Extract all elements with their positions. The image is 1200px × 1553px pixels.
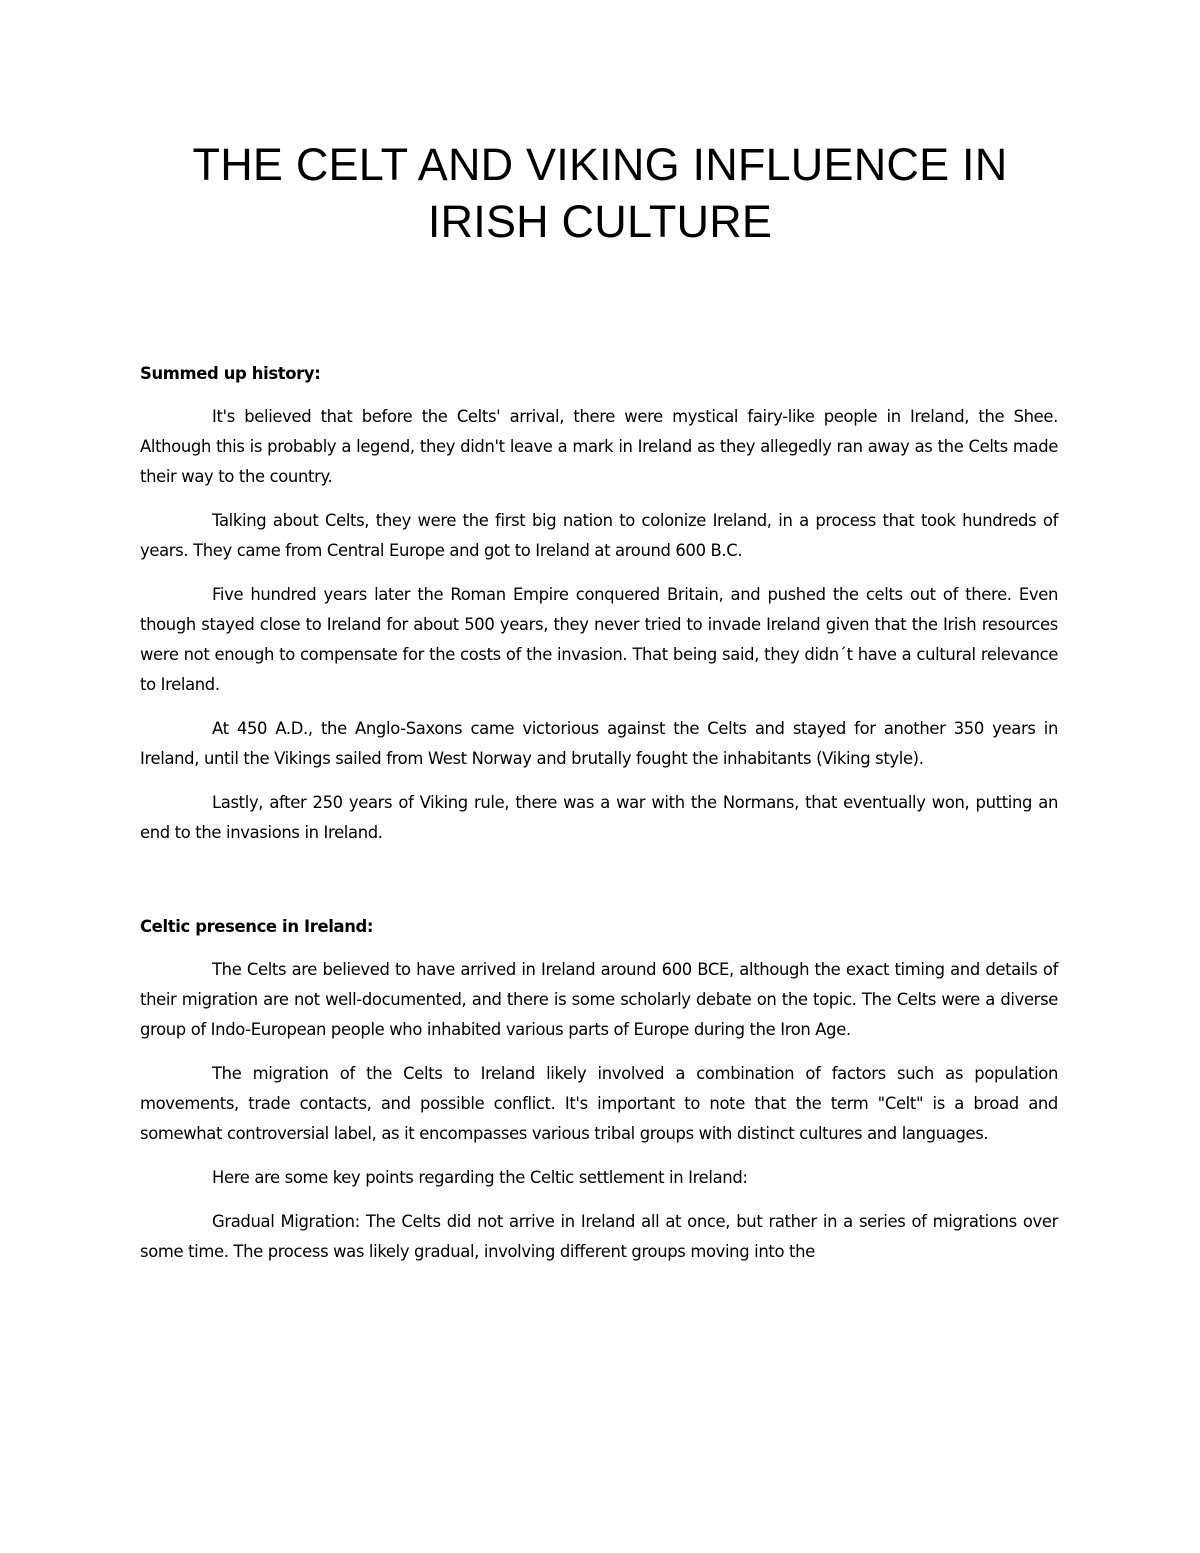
paragraph: Talking about Celts, they were the first big nation to colonize Ireland, in a process that took hundreds of years. They came from Central Europe and got to Ireland at around 600 B.C. [140, 511, 1058, 560]
paragraph: It's believed that before the Celts' arrival, there were mystical fairy-like people in Ireland, the Shee. Although this is probably a legend, they didn't leave a mark in Ireland as they allegedly ran away as the Celts made their way to the country. [140, 407, 1058, 486]
paragraph: The Celts are believed to have arrived in Ireland around 600 BCE, although the exact timing and details of their migration are not well-documented, and there is some scholarly debate on the topic. The Celts were a diverse group of Indo-European people who inhabited various parts of Europe during the Iron Age. [140, 960, 1058, 1039]
section-heading: Summed up history: [140, 364, 321, 383]
section-summed-up-history [140, 359, 1058, 848]
paragraph: Lastly, after 250 years of Viking rule, there was a war with the Normans, that eventually won, putting an end to the invasions in Ireland. [140, 793, 1058, 842]
paragraph: At 450 A.D., the Anglo-Saxons came victorious against the Celts and stayed for another 350 years in Ireland, until the Vikings sailed from West Norway and brutally fought the inhabitants (Viking style). [140, 719, 1058, 768]
paragraph: Here are some key points regarding the Celtic settlement in Ireland: [212, 1168, 748, 1187]
document-title: THE CELT AND VIKING INFLUENCE IN IRISH CULTURE [192, 139, 1008, 247]
document-body [140, 359, 1058, 1281]
paragraph: The migration of the Celts to Ireland likely involved a combination of factors such as population movements, trade contacts, and possible conflict. It's important to note that the term "Celt" is a broad and somewhat controversial label, as it encompasses various tribal groups with distinct cultures and languages. [140, 1064, 1058, 1143]
section-heading: Celtic presence in Ireland: [140, 917, 374, 936]
paragraph: Gradual Migration: The Celts did not arrive in Ireland all at once, but rather in a series of migrations over some time. The process was likely gradual, involving different groups moving into the [140, 1212, 1058, 1261]
section-celtic-presence [140, 912, 1058, 1267]
paragraph: Five hundred years later the Roman Empire conquered Britain, and pushed the celts out of there. Even though stayed close to Ireland for about 500 years, they never tried to invade Ireland given that the Irish resources were not enough to compensate for the costs of the invasion. That being said, they didn´t have a cultural relevance to Ireland. [140, 585, 1058, 694]
